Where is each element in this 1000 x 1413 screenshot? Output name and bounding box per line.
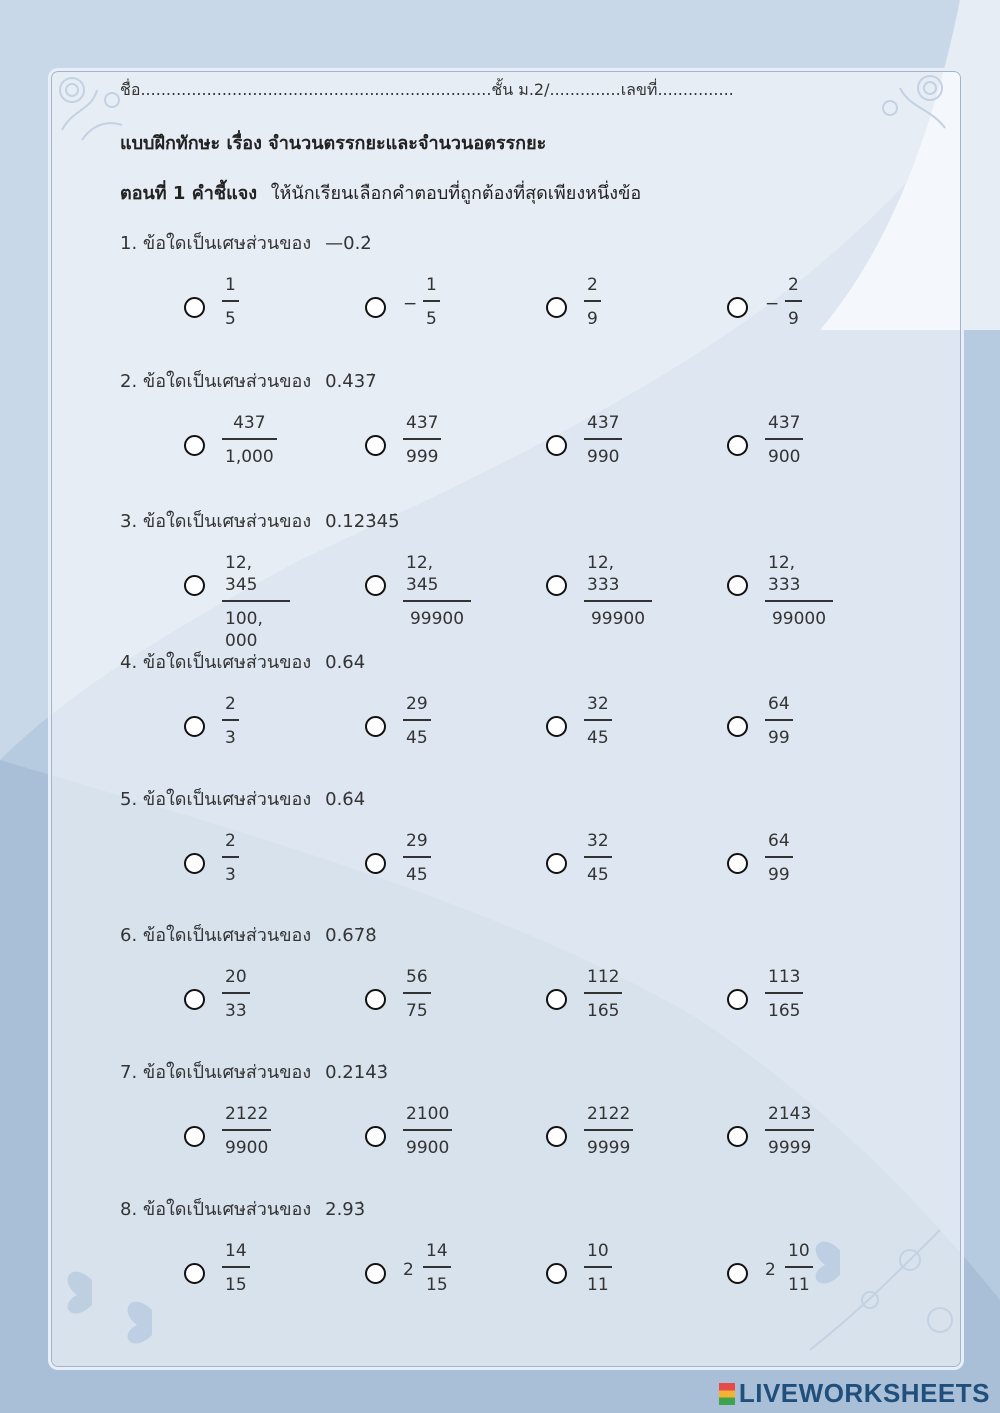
- question-text: [120, 228, 372, 257]
- numerator: 64: [768, 831, 790, 851]
- fraction: [584, 552, 652, 630]
- denominator: 5: [225, 308, 236, 329]
- question-prompt: 6. ข้อใดเป็นเศษส่วนของ: [120, 925, 312, 946]
- question-text: [120, 647, 365, 676]
- question-3: [120, 506, 940, 651]
- option-a[interactable]: [120, 693, 290, 763]
- option-c[interactable]: [482, 552, 652, 629]
- question-decimal: 2.93̇: [325, 1199, 366, 1220]
- fraction: [785, 274, 802, 330]
- fraction: [584, 274, 601, 330]
- fraction: [403, 552, 471, 630]
- student-info-line: ชื่อ.....................................................................ชั้น ม.2/..............เลขที่...............: [120, 80, 734, 99]
- question-8: [120, 1194, 940, 1324]
- fraction: [584, 966, 622, 1022]
- option-c[interactable]: [482, 274, 652, 344]
- denominator: 5: [426, 308, 437, 329]
- question-prompt: 5. ข้อใดเป็นเศษส่วนของ: [120, 789, 312, 810]
- numerator: 437: [233, 413, 266, 433]
- numerator: 2: [587, 275, 598, 295]
- denominator: 990: [587, 446, 620, 467]
- denominator: 9900: [225, 1137, 269, 1158]
- fraction: [765, 693, 793, 749]
- radio-button[interactable]: [727, 989, 748, 1010]
- denominator: 1,000: [225, 446, 274, 467]
- option-b[interactable]: [301, 693, 471, 763]
- fraction: [403, 1103, 452, 1159]
- denominator: 99900: [409, 608, 465, 629]
- numerator: 64: [768, 694, 790, 714]
- option-a[interactable]: [120, 830, 290, 900]
- numerator: 437: [768, 413, 801, 433]
- numerator: 112: [587, 967, 620, 987]
- question-2: [120, 366, 940, 496]
- numerator: 437: [587, 413, 620, 433]
- numerator: 10: [788, 1241, 810, 1261]
- denominator: 9999: [587, 1137, 631, 1158]
- denominator: 9900: [406, 1137, 450, 1158]
- option-b[interactable]: [301, 1103, 471, 1173]
- liveworksheets-logo[interactable]: [719, 1378, 990, 1409]
- radio-button[interactable]: [365, 989, 386, 1010]
- fraction: [222, 693, 239, 749]
- denominator: 3: [225, 864, 236, 885]
- fraction-prefix: −: [403, 294, 418, 314]
- option-a[interactable]: [120, 966, 290, 1036]
- question-text: [120, 920, 377, 949]
- question-text: [120, 366, 377, 395]
- logo-text: LIVEWORKSHEETS: [738, 1378, 990, 1408]
- radio-button[interactable]: [365, 716, 386, 737]
- fraction: [403, 693, 431, 749]
- option-d[interactable]: [663, 966, 833, 1036]
- fraction: [584, 1240, 612, 1296]
- radio-button[interactable]: [546, 853, 567, 874]
- option-a[interactable]: [120, 1103, 290, 1173]
- denominator: 3: [225, 727, 236, 748]
- denominator: 99000: [771, 608, 827, 629]
- mixed-number-whole: 2: [765, 1260, 776, 1280]
- fraction: [765, 966, 803, 1022]
- denominator: 15: [225, 1274, 247, 1295]
- fraction: [403, 412, 441, 468]
- question-text: [120, 784, 365, 813]
- question-text: [120, 1194, 365, 1223]
- radio-button[interactable]: [184, 989, 205, 1010]
- question-decimal: 0.6̇4̇: [325, 789, 366, 810]
- denominator: 45: [406, 864, 428, 885]
- option-c[interactable]: [482, 830, 652, 900]
- numerator: 2122: [225, 1104, 269, 1124]
- denominator: 45: [587, 727, 609, 748]
- fraction: [765, 1103, 814, 1159]
- option-b[interactable]: [301, 274, 471, 344]
- option-a[interactable]: [120, 274, 290, 344]
- denominator: 900: [768, 446, 801, 467]
- denominator: 11: [587, 1274, 609, 1295]
- radio-button[interactable]: [727, 435, 748, 456]
- fraction: [584, 412, 622, 468]
- fraction: [222, 552, 290, 652]
- question-prompt: 7. ข้อใดเป็นเศษส่วนของ: [120, 1062, 312, 1083]
- numerator: 14: [225, 1241, 247, 1261]
- numerator: 12, 345: [406, 553, 439, 595]
- radio-button[interactable]: [365, 435, 386, 456]
- fraction-prefix: −: [765, 294, 780, 314]
- radio-button[interactable]: [546, 435, 567, 456]
- fraction: [222, 966, 250, 1022]
- radio-button[interactable]: [727, 853, 748, 874]
- fraction: [584, 830, 612, 886]
- radio-button[interactable]: [184, 1126, 205, 1147]
- question-decimal: 0.67̇8̇: [325, 925, 377, 946]
- fraction: [423, 274, 440, 330]
- fraction: [785, 1240, 813, 1296]
- radio-button[interactable]: [727, 297, 748, 318]
- question-text: [120, 1057, 388, 1086]
- numerator: 12, 345: [225, 553, 258, 595]
- fraction: [765, 412, 803, 468]
- fraction: [222, 1240, 250, 1296]
- numerator: 1: [426, 275, 437, 295]
- fraction: [222, 1103, 271, 1159]
- radio-button[interactable]: [546, 716, 567, 737]
- denominator: 165: [587, 1000, 620, 1021]
- question-decimal: —0.2̇: [325, 233, 372, 254]
- option-d[interactable]: [663, 274, 833, 344]
- option-c[interactable]: [482, 412, 652, 482]
- radio-button[interactable]: [727, 1263, 748, 1284]
- question-7: [120, 1057, 940, 1187]
- radio-button[interactable]: [546, 1126, 567, 1147]
- question-prompt: 1. ข้อใดเป็นเศษส่วนของ: [120, 233, 312, 254]
- question-6: [120, 920, 940, 1050]
- question-decimal: 0.64̇: [325, 652, 366, 673]
- denominator: 15: [426, 1274, 448, 1295]
- denominator: 9: [788, 308, 799, 329]
- numerator: 2143: [768, 1104, 812, 1124]
- question-text: [120, 506, 400, 535]
- option-d[interactable]: [663, 552, 833, 629]
- radio-button[interactable]: [727, 575, 748, 596]
- denominator: 99900: [590, 608, 646, 629]
- fraction: [765, 552, 833, 630]
- denominator: 165: [768, 1000, 801, 1021]
- radio-button[interactable]: [546, 1263, 567, 1284]
- denominator: 99: [768, 864, 790, 885]
- option-d[interactable]: [663, 1103, 833, 1173]
- numerator: 2: [225, 694, 236, 714]
- option-b[interactable]: [301, 966, 471, 1036]
- numerator: 2: [225, 831, 236, 851]
- numerator: 20: [225, 967, 247, 987]
- denominator: 9: [587, 308, 598, 329]
- fraction: [765, 830, 793, 886]
- denominator: 100, 000: [225, 608, 263, 651]
- radio-button[interactable]: [546, 989, 567, 1010]
- radio-button[interactable]: [184, 575, 205, 596]
- numerator: 10: [587, 1241, 609, 1261]
- radio-button[interactable]: [184, 853, 205, 874]
- denominator: 9999: [768, 1137, 812, 1158]
- radio-button[interactable]: [184, 716, 205, 737]
- option-c[interactable]: [482, 693, 652, 763]
- numerator: 56: [406, 967, 428, 987]
- numerator: 29: [406, 694, 428, 714]
- denominator: 999: [406, 446, 439, 467]
- option-d[interactable]: [663, 1240, 833, 1310]
- instruction-label: ตอนที่ 1 คำชี้แจง: [120, 183, 258, 204]
- numerator: 12, 333: [587, 553, 620, 595]
- worksheet-title: แบบฝึกทักษะ เรื่อง จำนวนตรรกยะและจำนวนอตรรกยะ: [120, 133, 547, 154]
- numerator: 2100: [406, 1104, 450, 1124]
- fraction: [584, 693, 612, 749]
- fraction: [423, 1240, 451, 1296]
- option-c[interactable]: [482, 1240, 652, 1310]
- option-b[interactable]: [301, 830, 471, 900]
- radio-button[interactable]: [365, 575, 386, 596]
- option-b[interactable]: [301, 412, 471, 482]
- radio-button[interactable]: [184, 297, 205, 318]
- denominator: 99: [768, 727, 790, 748]
- fraction: [403, 830, 431, 886]
- radio-button[interactable]: [365, 853, 386, 874]
- option-c[interactable]: [482, 1103, 652, 1173]
- fraction: [222, 412, 277, 468]
- option-b[interactable]: [301, 1240, 471, 1310]
- question-decimal: 0.4̇37̇: [325, 371, 377, 392]
- fraction: [403, 966, 431, 1022]
- question-prompt: 3. ข้อใดเป็นเศษส่วนของ: [120, 511, 312, 532]
- option-a[interactable]: [120, 1240, 290, 1310]
- radio-button[interactable]: [546, 575, 567, 596]
- numerator: 2: [788, 275, 799, 295]
- radio-button[interactable]: [365, 1126, 386, 1147]
- question-prompt: 8. ข้อใดเป็นเศษส่วนของ: [120, 1199, 312, 1220]
- question-1: [120, 228, 940, 358]
- radio-button[interactable]: [546, 297, 567, 318]
- numerator: 113: [768, 967, 801, 987]
- question-5: [120, 784, 940, 914]
- radio-button[interactable]: [727, 1126, 748, 1147]
- numerator: 32: [587, 831, 609, 851]
- option-a[interactable]: [120, 552, 290, 651]
- question-decimal: 0.214̇3̇: [325, 1062, 389, 1083]
- denominator: 33: [225, 1000, 247, 1021]
- question-prompt: 2. ข้อใดเป็นเศษส่วนของ: [120, 371, 312, 392]
- radio-button[interactable]: [365, 1263, 386, 1284]
- instruction: [120, 178, 641, 207]
- denominator: 45: [587, 864, 609, 885]
- numerator: 14: [426, 1241, 448, 1261]
- question-4: [120, 647, 940, 777]
- radio-button[interactable]: [184, 435, 205, 456]
- fraction: [584, 1103, 633, 1159]
- radio-button[interactable]: [184, 1263, 205, 1284]
- option-d[interactable]: [663, 693, 833, 763]
- numerator: 29: [406, 831, 428, 851]
- question-prompt: 4. ข้อใดเป็นเศษส่วนของ: [120, 652, 312, 673]
- fraction: [222, 830, 239, 886]
- radio-button[interactable]: [365, 297, 386, 318]
- option-a[interactable]: [120, 412, 290, 482]
- radio-button[interactable]: [727, 716, 748, 737]
- numerator: 12, 333: [768, 553, 801, 595]
- question-decimal: 0.123̇45̇: [325, 511, 400, 532]
- option-d[interactable]: [663, 412, 833, 482]
- denominator: 11: [788, 1274, 810, 1295]
- numerator: 1: [225, 275, 236, 295]
- numerator: 437: [406, 413, 439, 433]
- logo-icon: [719, 1383, 735, 1405]
- instruction-text: ให้นักเรียนเลือกคำตอบที่ถูกต้องที่สุดเพียงหนึ่งข้อ: [270, 183, 642, 204]
- option-b[interactable]: [301, 552, 471, 629]
- denominator: 75: [406, 1000, 428, 1021]
- option-c[interactable]: [482, 966, 652, 1036]
- denominator: 45: [406, 727, 428, 748]
- numerator: 32: [587, 694, 609, 714]
- mixed-number-whole: 2: [403, 1260, 414, 1280]
- fraction: [222, 274, 239, 330]
- option-d[interactable]: [663, 830, 833, 900]
- numerator: 2122: [587, 1104, 631, 1124]
